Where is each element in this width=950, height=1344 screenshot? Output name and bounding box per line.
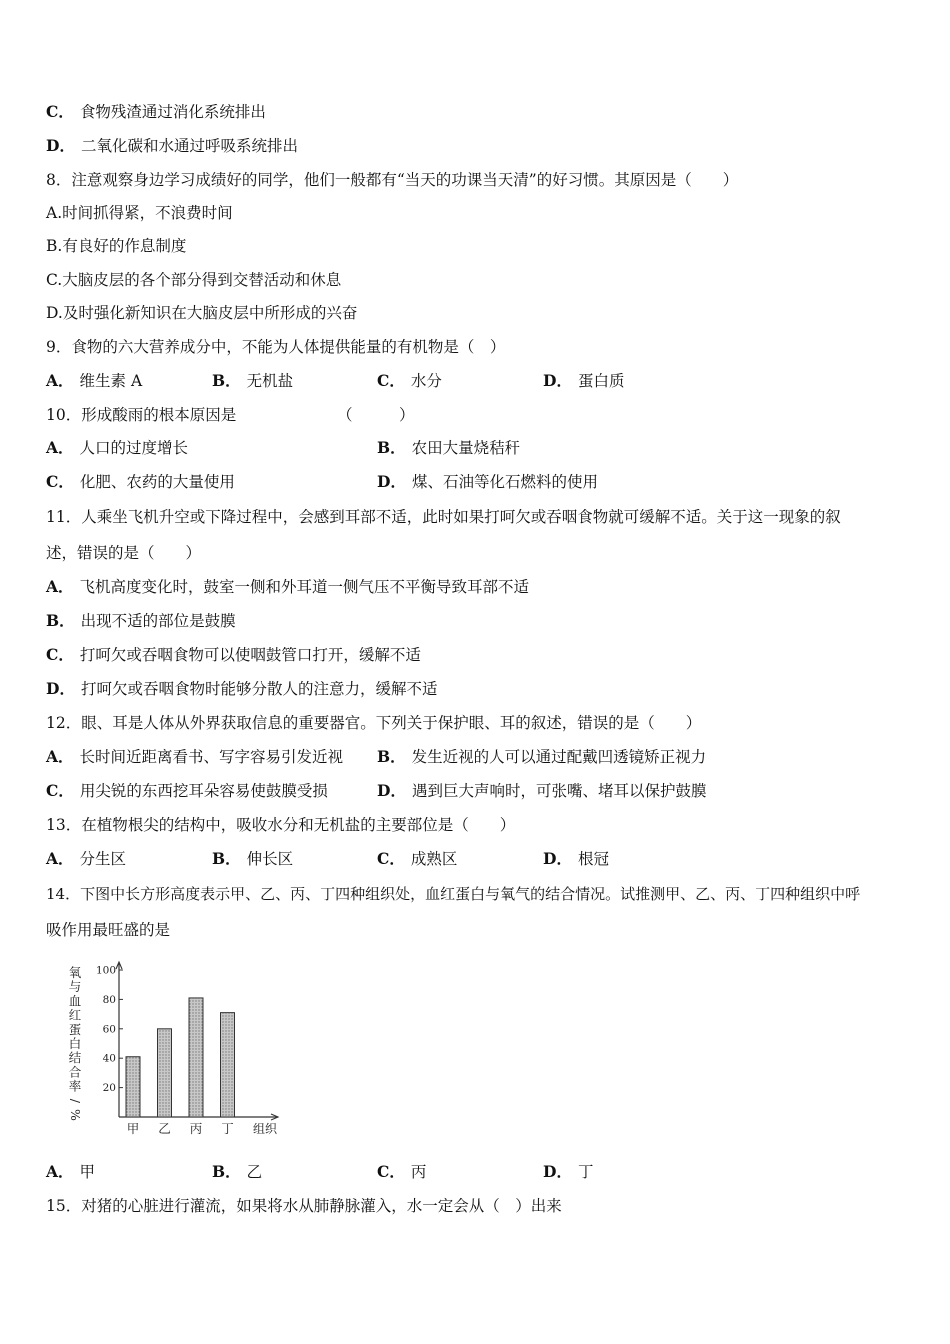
y-axis-label-char: 蛋 — [68, 1021, 82, 1037]
q15-stem: 15．对猪的心脏进行灌流，如果将水从肺静脉灌入，水一定会从（ ）出来 — [46, 1197, 562, 1215]
q12-stem: 12．眼、耳是人体从外界获取信息的重要器官。下列关于保护眼、耳的叙述，错误的是（ ） — [46, 714, 702, 732]
y-axis-label-char: 血 — [68, 993, 82, 1009]
bar-丙 — [189, 998, 203, 1117]
y-tick-label-40: 40 — [102, 1052, 116, 1065]
q14-option-a: A． 甲 — [46, 1162, 96, 1181]
q7-option-d: D． 二氧化碳和水通过呼吸系统排出 — [46, 136, 298, 155]
y-axis-label-char: 结 — [68, 1050, 82, 1066]
q13-option-d: D． 根冠 — [543, 849, 609, 868]
x-tick-label-甲: 甲 — [126, 1121, 140, 1136]
q12-option-d: D． 遇到巨大声响时，可张嘴、堵耳以保护鼓膜 — [377, 781, 707, 800]
q11-stem-line2: 述，错误的是（ ） — [46, 544, 202, 562]
q14-option-d: D． 丁 — [543, 1162, 594, 1181]
y-axis-label-char: 红 — [68, 1007, 82, 1023]
q8-option-c: C.大脑皮层的各个部分得到交替活动和休息 — [46, 271, 342, 289]
y-axis-label-char: 合 — [68, 1064, 82, 1080]
y-tick-label-60: 60 — [102, 1023, 116, 1036]
q9-stem: 9．食物的六大营养成分中，不能为人体提供能量的有机物是（ ） — [46, 338, 506, 356]
y-tick-label-20: 20 — [102, 1082, 116, 1095]
q11-option-a: A． 飞机高度变化时，鼓室一侧和外耳道一侧气压不平衡导致耳部不适 — [46, 577, 530, 596]
q11-option-d: D． 打呵欠或吞咽食物时能够分散人的注意力，缓解不适 — [46, 679, 438, 698]
q8-option-b: B.有良好的作息制度 — [46, 237, 187, 255]
y-axis-label-char: % — [68, 1109, 83, 1121]
q14-stem-line1: 14．下图中长方形高度表示甲、乙、丙、丁四种组织处，血红蛋白与氧气的结合情况。试推测甲、乙、丙、丁四种组织中呼 — [46, 885, 861, 903]
y-tick-label-80: 80 — [102, 993, 116, 1006]
x-tick-label-丁: 丁 — [221, 1121, 234, 1136]
q9-option-d: D． 蛋白质 — [543, 371, 625, 390]
x-axis-label: 组织 — [252, 1122, 278, 1136]
q8-option-a: A.时间抓得紧，不浪费时间 — [46, 204, 233, 222]
y-axis-label-char: 与 — [68, 979, 82, 995]
q9-option-c: C． 水分 — [377, 371, 442, 390]
bar-甲 — [126, 1057, 140, 1117]
y-axis-label-char: / — [68, 1098, 83, 1103]
q10-option-b: B． 农田大量烧秸秆 — [377, 438, 521, 457]
q14-stem-line2: 吸作用最旺盛的是 — [46, 921, 171, 939]
x-tick-label-乙: 乙 — [158, 1121, 171, 1136]
q14-option-c: C． 丙 — [377, 1162, 427, 1181]
q8-stem: 8．注意观察身边学习成绩好的同学，他们一般都有“当天的功课当天清”的好习惯。其原因是（ ） — [46, 171, 739, 189]
y-axis-label-char: 率 — [68, 1078, 82, 1094]
q13-stem: 13．在植物根尖的结构中，吸收水分和无机盐的主要部位是（ ） — [46, 816, 516, 834]
q14-option-b: B． 乙 — [212, 1162, 263, 1181]
q10-option-c: C． 化肥、农药的大量使用 — [46, 472, 235, 491]
q8-option-d: D.及时强化新知识在大脑皮层中所形成的兴奋 — [46, 304, 358, 322]
q9-option-b: B． 无机盐 — [212, 371, 294, 390]
y-tick-label-100: 100 — [95, 964, 116, 977]
bar-丁 — [221, 1013, 235, 1117]
q13-option-a: A． 分生区 — [46, 849, 127, 868]
q12-option-a: A． 长时间近距离看书、写字容易引发近视 — [46, 747, 344, 766]
q10-option-d: D． 煤、石油等化石燃料的使用 — [377, 472, 598, 491]
q10-option-a: A． 人口的过度增长 — [46, 438, 189, 457]
oxygen-binding-bar-chart — [60, 955, 290, 1145]
q11-option-b: B． 出现不适的部位是鼓膜 — [46, 611, 236, 630]
q10-stem: 10．形成酸雨的根本原因是 （ ） — [46, 406, 415, 424]
q11-stem-line1: 11．人乘坐飞机升空或下降过程中，会感到耳部不适，此时如果打呵欠或吞咽食物就可缓解不适。关于这一现象的叙 — [46, 508, 841, 526]
bar-乙 — [158, 1029, 172, 1117]
y-axis-label-char: 氧 — [68, 965, 82, 980]
q9-option-a: A． 维生素 A — [46, 371, 143, 390]
y-axis-label-char: 白 — [68, 1036, 82, 1051]
q11-option-c: C． 打呵欠或吞咽食物可以使咽鼓管口打开，缓解不适 — [46, 645, 421, 664]
q12-option-b: B． 发生近视的人可以通过配戴凹透镜矫正视力 — [377, 747, 707, 766]
x-tick-label-丙: 丙 — [189, 1121, 203, 1136]
q7-option-c: C． 食物残渣通过消化系统排出 — [46, 102, 266, 121]
q13-option-c: C． 成熟区 — [377, 849, 458, 868]
q13-option-b: B． 伸长区 — [212, 849, 294, 868]
q12-option-c: C． 用尖锐的东西挖耳朵容易使鼓膜受损 — [46, 781, 328, 800]
